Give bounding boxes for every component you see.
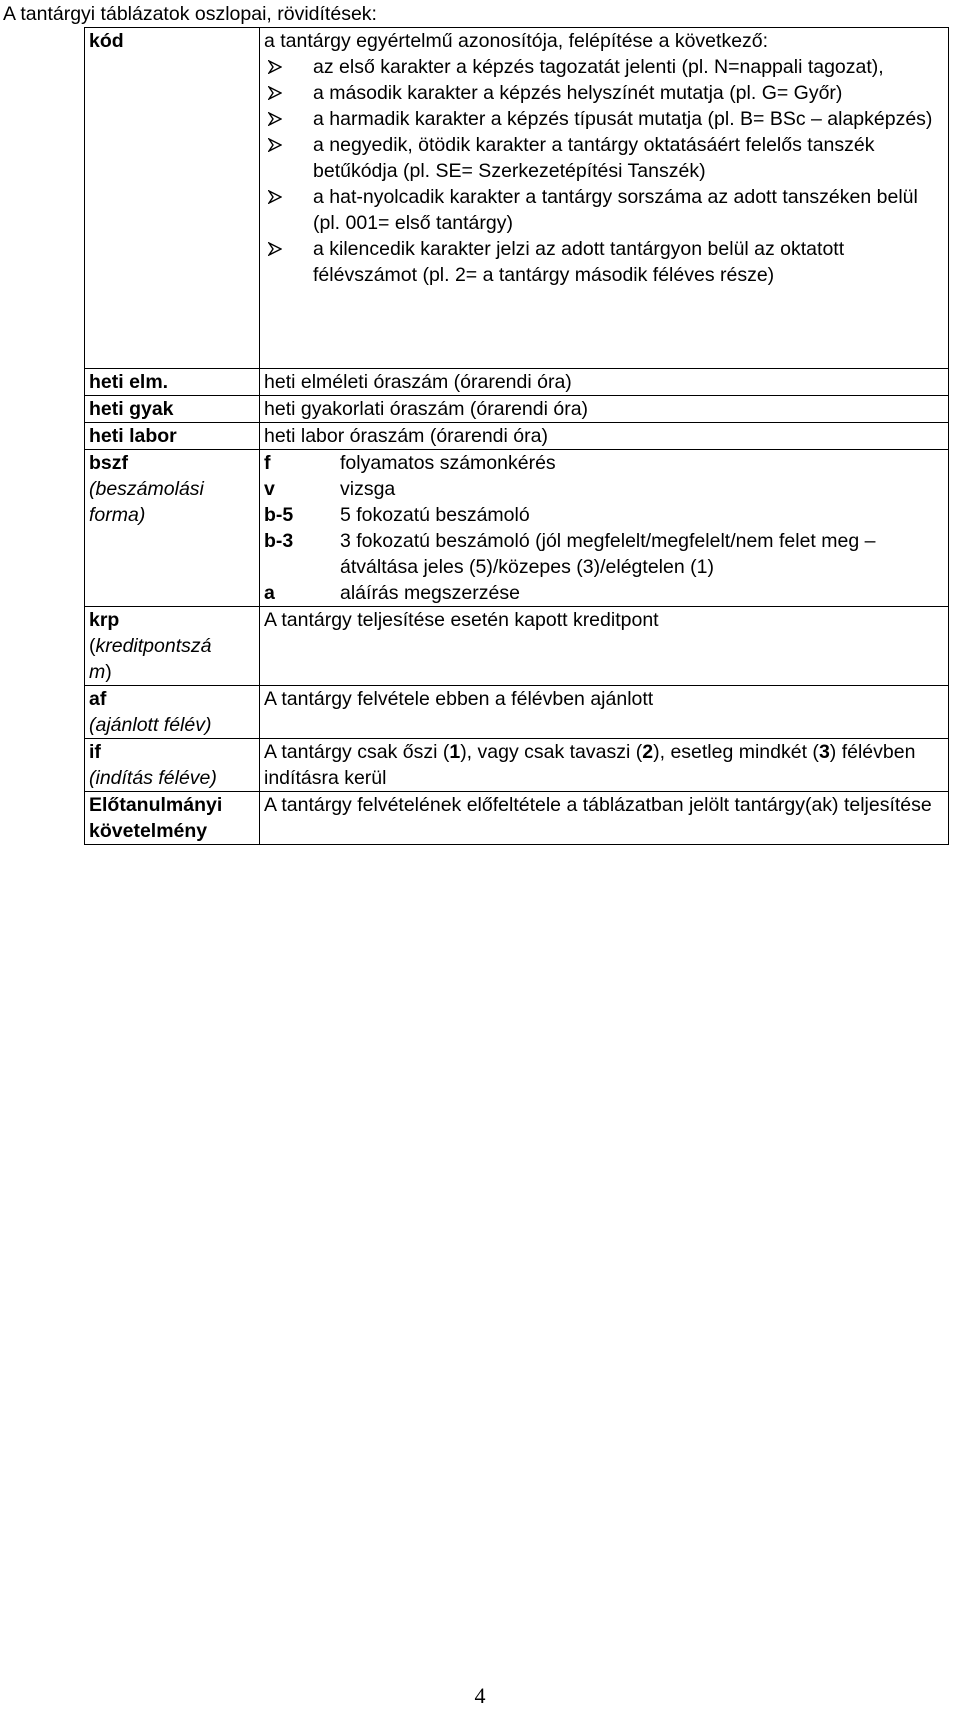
table-row xyxy=(85,450,949,607)
term-cell xyxy=(85,369,260,396)
definition-cell xyxy=(260,450,949,607)
code-key: b-5 xyxy=(264,504,294,526)
arrow-bullet-icon xyxy=(268,184,282,210)
page-number: 4 xyxy=(474,1683,486,1708)
page-title: A tantárgyi táblázatok oszlopai, rövidítések: xyxy=(3,3,377,25)
term-heti-elm: heti elm. xyxy=(89,371,169,393)
code-meaning: vizsga xyxy=(340,478,396,500)
term-heti-labor: heti labor xyxy=(89,425,177,447)
term-krp: krp xyxy=(89,609,120,631)
table-row xyxy=(85,28,949,369)
term-if: if xyxy=(89,741,101,763)
list-item: a hat-nyolcadik karakter a tantárgy sorszáma az adott tanszéken belül (pl. 001= első tantárgy) xyxy=(264,184,944,236)
list-item: a kilencedik karakter jelzi az adott tantárgyon belül az oktatott félévszámot (pl. 2= a tantárgy második féléves része) xyxy=(264,236,944,288)
list-item: az első karakter a képzés tagozatát jelenti (pl. N=nappali tagozat), xyxy=(264,54,944,80)
term-cell xyxy=(85,396,260,423)
term-cell xyxy=(85,739,260,792)
code-meaning: 3 fokozatú beszámoló (jól megfelelt/megfelelt/nem felet meg – átváltása jeles (5)/közepes (3)/elégtelen (1) xyxy=(340,530,876,578)
definition-cell xyxy=(260,28,949,369)
list-item: a második karakter a képzés helyszínét mutatja (pl. G= Győr) xyxy=(264,80,944,106)
code-key: b-3 xyxy=(264,530,294,552)
code-meaning: 5 fokozatú beszámoló xyxy=(340,504,530,526)
term-cell xyxy=(85,28,260,369)
definition-cell: heti gyakorlati óraszám (órarendi óra) xyxy=(260,396,949,423)
definition-cell: A tantárgy teljesítése esetén kapott kreditpont xyxy=(260,607,949,686)
table-row xyxy=(85,423,949,450)
term-cell xyxy=(85,607,260,686)
code-meaning: folyamatos számonkérés xyxy=(340,452,556,474)
table-row xyxy=(85,739,949,792)
list-item: a harmadik karakter a képzés típusát mutatja (pl. B= BSc – alapképzés) xyxy=(264,106,944,132)
table-row xyxy=(85,396,949,423)
definition-cell: heti elméleti óraszám (órarendi óra) xyxy=(260,369,949,396)
code-key: v xyxy=(264,478,275,500)
term-if-subtitle: (indítás féléve) xyxy=(89,767,217,789)
term-cell xyxy=(85,423,260,450)
code-key: a xyxy=(264,582,275,604)
term-prerequisite: Előtanulmányi követelmény xyxy=(89,794,223,842)
table-row xyxy=(85,607,949,686)
definition-cell: heti labor óraszám (órarendi óra) xyxy=(260,423,949,450)
term-bszf-subtitle: (beszámolási forma) xyxy=(89,478,204,526)
grading-codes xyxy=(264,450,944,606)
code-structure-intro: a tantárgy egyértelmű azonosítója, felépítése a következő: xyxy=(264,30,769,52)
arrow-bullet-icon xyxy=(268,132,282,158)
code-key: f xyxy=(264,452,271,474)
definition-cell: A tantárgy felvétele ebben a félévben ajánlott xyxy=(260,686,949,739)
table-row xyxy=(85,792,949,845)
term-cell xyxy=(85,686,260,739)
arrow-bullet-icon xyxy=(268,106,282,132)
code-meaning: aláírás megszerzése xyxy=(340,582,520,604)
table-row xyxy=(85,369,949,396)
term-cell xyxy=(85,792,260,845)
list-item: a negyedik, ötödik karakter a tantárgy oktatásáért felelős tanszék betűkódja (pl. SE= Szerkezetépítési Tanszék) xyxy=(264,132,944,184)
term-bszf: bszf xyxy=(89,452,128,474)
term-af: af xyxy=(89,688,107,710)
code-structure-list xyxy=(264,54,944,288)
arrow-bullet-icon xyxy=(268,80,282,106)
term-cell xyxy=(85,450,260,607)
arrow-bullet-icon xyxy=(268,236,282,262)
term-krp-subtitle: (kreditpontszá m) xyxy=(89,635,212,683)
abbreviations-table xyxy=(84,27,949,845)
term-af-subtitle: (ajánlott félév) xyxy=(89,714,212,736)
definition-cell: A tantárgy csak őszi (1), vagy csak tavaszi (2), esetleg mindkét (3) félévben indításra kerül xyxy=(260,739,949,792)
definition-cell: A tantárgy felvételének előfeltétele a táblázatban jelölt tantárgy(ak) teljesítése xyxy=(260,792,949,845)
term-heti-gyak: heti gyak xyxy=(89,398,174,420)
arrow-bullet-icon xyxy=(268,54,282,80)
term-kod: kód xyxy=(89,30,124,52)
table-row xyxy=(85,686,949,739)
